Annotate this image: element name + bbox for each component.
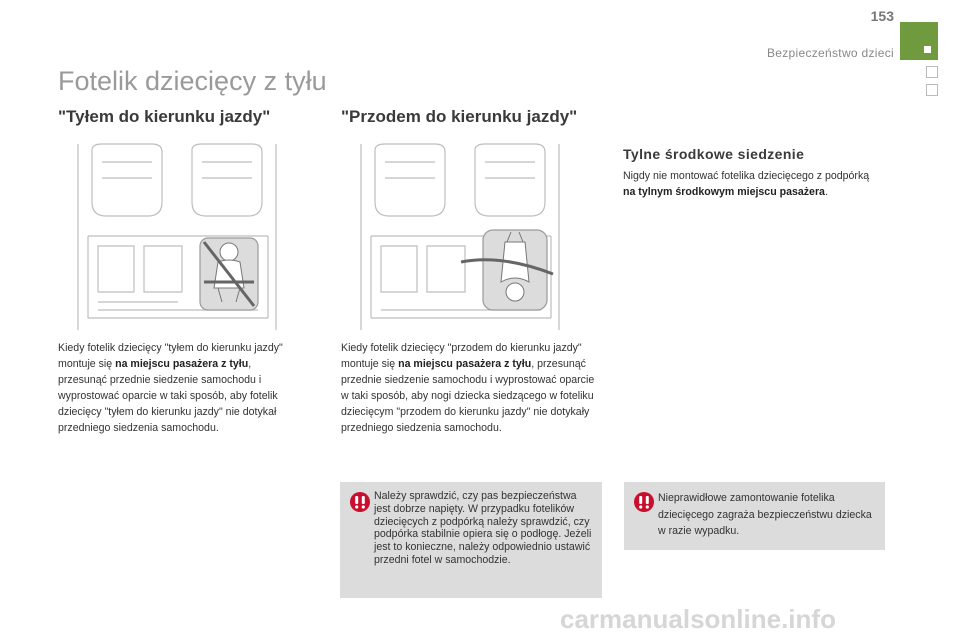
warning-text-seatbelt: Należy sprawdzić, czy pas bezpieczeństwa jest dobrze napięty. W przypadku fotelików dziecięcych z podpórką należy sprawdzić, czy podpórka stabilnie opiera się o podłogę. Jeżeli jest to konieczne, należy odpowiednio ustawić przedni fotel w samochodzie. bbox=[374, 490, 592, 566]
forward-facing-description: Kiedy fotelik dziecięcy "przodem do kierunku jazdy" montuje się na miejscu pasażera z tyłu, przesunąć przednie siedzenie samochodu i wyprostować oparcie w taki sposób, aby nogi dziecka siedzącego w foteliku dziecięcym "przodem do kierunku jazdy" nie dotykały przedniego siedzenia samochodu. bbox=[341, 342, 595, 434]
chapter-tab[interactable] bbox=[926, 84, 938, 96]
page-title: Fotelik dziecięcy z tyłu bbox=[58, 66, 327, 96]
warning-exclamation-icon bbox=[350, 492, 370, 512]
watermark: carmanualsonline.info bbox=[560, 604, 836, 634]
forward-facing-seat-illustration bbox=[341, 142, 579, 332]
chapter-tab[interactable] bbox=[926, 66, 938, 78]
rear-center-description: Nigdy nie montować fotelika dziecięcego z podpórką na tylnym środkowym miejscu pasażera. bbox=[623, 170, 870, 198]
warning-box-seatbelt bbox=[340, 482, 602, 598]
forward-facing-heading: "Przodem do kierunku jazdy" bbox=[341, 107, 578, 126]
section-name: Bezpieczeństwo dzieci bbox=[766, 46, 894, 60]
warning-exclamation-icon bbox=[634, 492, 654, 512]
tab-marker bbox=[924, 46, 931, 53]
chapter-tab-active[interactable] bbox=[900, 22, 938, 60]
warning-box-installation bbox=[624, 482, 885, 550]
rear-facing-seat-illustration bbox=[58, 142, 296, 332]
warning-text-installation: Nieprawidłowe zamontowanie fotelika dziecięcego zagraża bezpieczeństwu dziecka w razie wypadku. bbox=[658, 492, 872, 537]
rear-facing-heading: "Tyłem do kierunku jazdy" bbox=[58, 107, 271, 126]
page-number: 153 bbox=[870, 8, 894, 24]
rear-center-heading: Tylne środkowe siedzenie bbox=[623, 146, 805, 162]
rear-facing-description: Kiedy fotelik dziecięcy "tyłem do kierunku jazdy" montuje się na miejscu pasażera z tyłu, przesunąć przednie siedzenie samochodu i wyprostować oparcie w taki sposób, aby fotelik dziecięcy "tyłem do kierunku jazdy" nie dotykał przedniego siedzenia samochodu. bbox=[58, 342, 283, 434]
